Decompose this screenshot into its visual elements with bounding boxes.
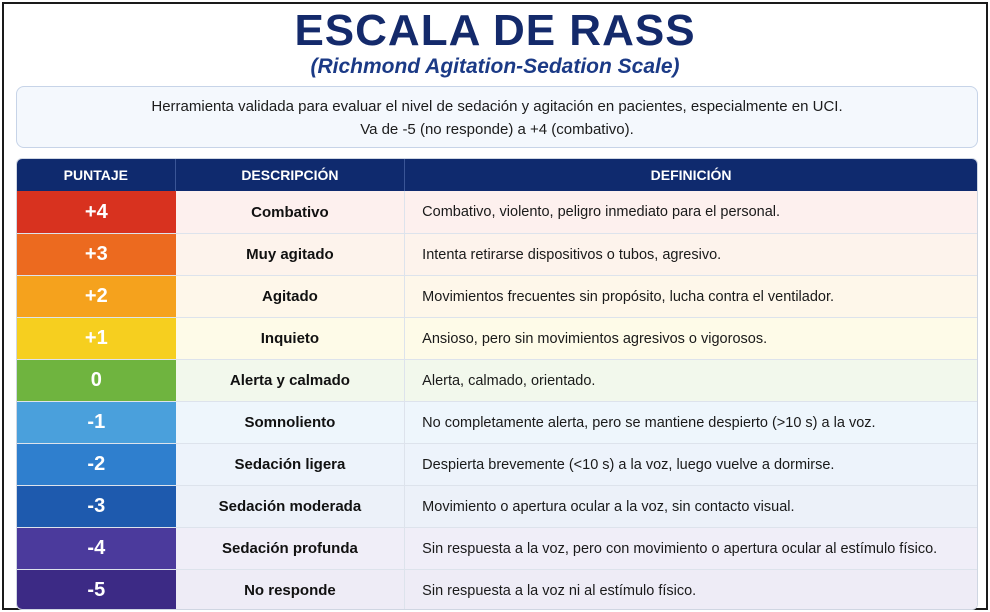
table-row xyxy=(17,317,977,359)
description-cell: Somnoliento xyxy=(176,402,406,443)
table-row xyxy=(17,485,977,527)
definition-cell: No completamente alerta, pero se mantiene despierto (>10 s) a la voz. xyxy=(422,414,876,431)
score-cell: +2 xyxy=(17,276,176,317)
description-cell: Agitado xyxy=(176,276,406,317)
description-cell: Alerta y calmado xyxy=(176,360,406,401)
description-cell: Combativo xyxy=(176,191,406,233)
table-row xyxy=(17,401,977,443)
table-header xyxy=(17,159,977,191)
rass-table xyxy=(16,158,978,610)
intro-box xyxy=(16,86,978,148)
table-row xyxy=(17,443,977,485)
definition-cell: Sin respuesta a la voz ni al estímulo físico. xyxy=(422,582,697,599)
definition-cell: Movimientos frecuentes sin propósito, lucha contra el ventilador. xyxy=(422,288,835,305)
score-cell: -4 xyxy=(17,528,176,569)
score-cell: 0 xyxy=(17,360,176,401)
table-row xyxy=(17,569,977,610)
table-row xyxy=(17,359,977,401)
definition-cell: Despierta brevemente (<10 s) a la voz, luego vuelve a dormirse. xyxy=(422,456,835,473)
description-cell: No responde xyxy=(176,570,406,610)
definition-cell: Ansioso, pero sin movimientos agresivos o vigorosos. xyxy=(422,330,768,347)
header-definicion: DEFINICIÓN xyxy=(650,167,732,183)
score-cell: +1 xyxy=(17,318,176,359)
header-descripcion: DESCRIPCIÓN xyxy=(176,159,406,191)
description-cell: Inquieto xyxy=(176,318,406,359)
table-row xyxy=(17,275,977,317)
definition-cell: Combativo, violento, peligro inmediato para el personal. xyxy=(422,204,781,220)
intro-line-2: Va de -5 (no responde) a +4 (combativo). xyxy=(360,121,634,138)
page-title: ESCALA DE RASS xyxy=(294,6,696,55)
page-subtitle: (Richmond Agitation-Sedation Scale) xyxy=(310,55,680,78)
table-body xyxy=(17,191,977,610)
definition-cell: Alerta, calmado, orientado. xyxy=(422,372,596,389)
score-cell: +4 xyxy=(17,191,176,233)
definition-cell: Movimiento o apertura ocular a la voz, sin contacto visual. xyxy=(422,498,795,515)
score-cell: -5 xyxy=(17,570,176,610)
rass-document xyxy=(2,2,988,610)
description-cell: Muy agitado xyxy=(176,234,406,275)
table-row xyxy=(17,233,977,275)
intro-line-1: Herramienta validada para evaluar el nivel de sedación y agitación en pacientes, especialmente en UCI. xyxy=(151,98,843,115)
header-puntaje: PUNTAJE xyxy=(17,159,176,191)
definition-cell: Intenta retirarse dispositivos o tubos, agresivo. xyxy=(422,246,722,263)
score-cell: +3 xyxy=(17,234,176,275)
score-cell: -3 xyxy=(17,486,176,527)
score-cell: -2 xyxy=(17,444,176,485)
description-cell: Sedación moderada xyxy=(176,486,406,527)
description-cell: Sedación profunda xyxy=(176,528,406,569)
table-row xyxy=(17,191,977,233)
description-cell: Sedación ligera xyxy=(176,444,406,485)
table-row xyxy=(17,527,977,569)
score-cell: -1 xyxy=(17,402,176,443)
definition-cell: Sin respuesta a la voz, pero con movimiento o apertura ocular al estímulo físico. xyxy=(422,540,938,557)
